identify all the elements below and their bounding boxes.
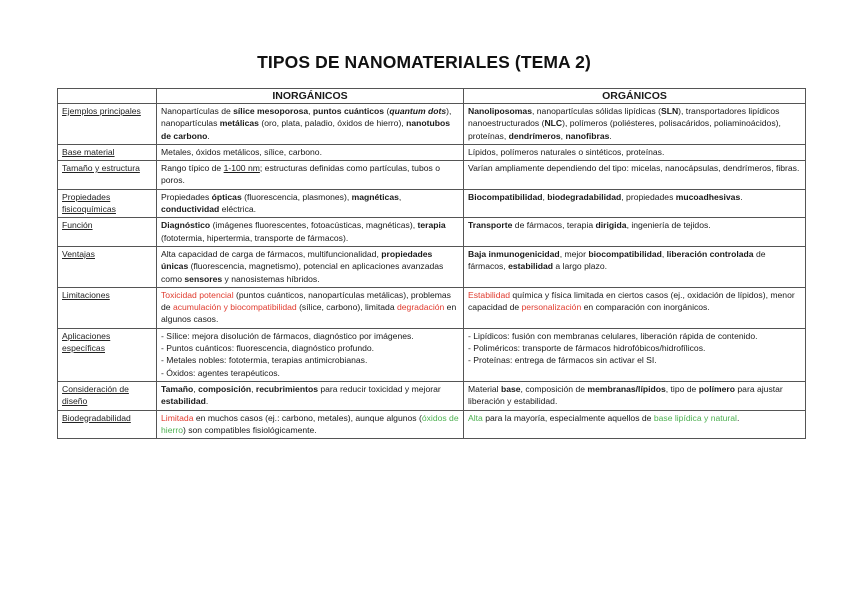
text-segment: , bbox=[542, 191, 548, 202]
text-segment: dirigida bbox=[595, 220, 627, 231]
text-segment: (fluorescencia, plasmones), bbox=[241, 191, 352, 202]
text-segment: ; estructuras definidas como partículas, tubos o poros. bbox=[161, 163, 440, 186]
text-segment: de fármacos, terapia bbox=[512, 220, 596, 231]
header-inorganicos: INORGÁNICOS bbox=[157, 89, 464, 104]
text-segment: en muchos casos (ej.: carbono, metales), aunque algunos ( bbox=[193, 412, 422, 423]
text-segment: base bbox=[500, 383, 521, 394]
row-label-cell bbox=[58, 410, 157, 439]
text-segment: conductividad bbox=[161, 204, 220, 215]
text-segment: mucoadhesivas bbox=[675, 191, 741, 202]
text-segment: . bbox=[609, 130, 612, 141]
table-row bbox=[58, 144, 806, 160]
row-label-cell bbox=[58, 161, 157, 190]
text-segment: , bbox=[398, 191, 402, 202]
organicos-cell bbox=[464, 381, 806, 410]
row-label-cell bbox=[58, 287, 157, 328]
list-line: - Puntos cuánticos: fluorescencia, diagnóstico profundo. bbox=[161, 343, 375, 354]
text-segment: eléctrica. bbox=[219, 204, 257, 215]
text-segment: magnéticas bbox=[351, 191, 399, 202]
text-segment: propiedades únicas bbox=[161, 248, 433, 272]
row-label-cell bbox=[58, 218, 157, 247]
table-body bbox=[58, 104, 806, 439]
text-segment: y nanosistemas híbridos. bbox=[222, 273, 320, 284]
text-segment: , nanopartículas sólidas lipídicas ( bbox=[532, 106, 661, 116]
text-segment: composición bbox=[198, 383, 252, 394]
text-segment: Diagnóstico bbox=[161, 220, 211, 231]
text-segment: Toxicidad potencial bbox=[161, 289, 234, 300]
row-label-cell bbox=[58, 104, 157, 145]
table-row bbox=[58, 410, 806, 439]
inorganicos-cell bbox=[157, 410, 464, 439]
text-segment: recubrimientos bbox=[255, 383, 318, 394]
inorganicos-cell bbox=[157, 328, 464, 381]
table-row bbox=[58, 189, 806, 218]
list-line: - Proteínas: entrega de fármacos sin activar el SI. bbox=[468, 355, 657, 366]
text-segment: acumulación y biocompatibilidad bbox=[172, 302, 297, 313]
text-segment: Biocompatibilidad bbox=[468, 191, 543, 202]
text-segment: para reducir toxicidad y mejorar bbox=[317, 383, 441, 394]
text-segment: Transporte bbox=[468, 220, 513, 231]
text-segment: en comparación con inorgánicos. bbox=[581, 302, 710, 313]
row-label: Limitaciones bbox=[62, 289, 110, 300]
text-segment: , bbox=[308, 106, 313, 116]
text-segment: degradación bbox=[396, 302, 445, 313]
text-segment: ), transportadores lipídicos nanoestructurados ( bbox=[468, 106, 780, 129]
row-label: Consideración de diseño bbox=[62, 383, 129, 407]
text-segment: terapia bbox=[417, 220, 446, 231]
text-segment: Limitada bbox=[161, 412, 194, 423]
organicos-cell bbox=[464, 328, 806, 381]
text-segment: . bbox=[205, 396, 209, 407]
header-empty bbox=[58, 89, 157, 104]
table-row bbox=[58, 287, 806, 328]
text-segment: base lipídica y natural bbox=[653, 412, 737, 423]
text-segment: Alta bbox=[468, 412, 483, 423]
text-segment: (fototermia, hipertermia, transporte de fármacos). bbox=[161, 232, 349, 243]
text-segment: Varían ampliamente dependiendo del tipo: micelas, nanocápsulas, dendrímeros, fibras. bbox=[468, 163, 800, 174]
text-segment: Tamaño bbox=[161, 383, 194, 394]
list-line: - Lipídicos: fusión con membranas celulares, liberación rápida de contenido. bbox=[468, 330, 758, 341]
text-segment: , tipo de bbox=[665, 383, 699, 394]
text-segment: estabilidad bbox=[161, 396, 206, 407]
text-segment: Material bbox=[468, 383, 501, 394]
list-line: - Óxidos: agentes terapéuticos. bbox=[161, 367, 280, 378]
text-segment: , composición de bbox=[520, 383, 588, 394]
inorganicos-cell bbox=[157, 246, 464, 287]
text-segment: Propiedades bbox=[161, 191, 212, 202]
text-segment: ( bbox=[384, 106, 390, 116]
text-segment: puntos cuánticos bbox=[312, 106, 385, 116]
text-segment: para ajustar liberación y estabilidad. bbox=[468, 383, 783, 407]
inorganicos-cell bbox=[157, 189, 464, 218]
table-row bbox=[58, 246, 806, 287]
list-line: - Poliméricos: transporte de fármacos hidrofóbicos/hidrofílicos. bbox=[468, 343, 706, 354]
row-label: Aplicaciones específicas bbox=[62, 330, 111, 354]
header-organicos: ORGÁNICOS bbox=[464, 89, 806, 104]
inorganicos-cell bbox=[157, 218, 464, 247]
text-segment: biodegradabilidad bbox=[547, 191, 622, 202]
text-segment: SLN bbox=[660, 106, 679, 116]
text-segment: , bbox=[661, 248, 667, 259]
row-label: Ventajas bbox=[62, 248, 95, 259]
row-label: Función bbox=[62, 220, 93, 231]
text-segment: ópticas bbox=[211, 191, 242, 202]
text-segment: óxidos de hierro bbox=[161, 412, 459, 435]
text-segment: (puntos cuánticos, nanopartículas metálicas), problemas de bbox=[161, 289, 451, 313]
text-segment: biocompatibilidad bbox=[588, 248, 662, 259]
text-segment: Metales, óxidos metálicos, sílice, carbono. bbox=[161, 146, 322, 157]
text-segment: estabilidad bbox=[508, 261, 554, 272]
comparison-table bbox=[57, 88, 806, 439]
row-label: Tamaño y estructura bbox=[62, 163, 140, 174]
text-segment: Rango típico de bbox=[161, 163, 224, 174]
text-segment: química y física limitada en ciertos casos (ej., oxidación de lípidos), menor capacidad de bbox=[468, 289, 795, 313]
text-segment: , ingeniería de tejidos. bbox=[626, 220, 711, 231]
text-segment: . bbox=[207, 130, 210, 141]
text-segment: Nanopartículas de bbox=[161, 106, 234, 116]
text-segment: . bbox=[736, 412, 740, 423]
row-label-cell bbox=[58, 381, 157, 410]
text-segment: , bbox=[560, 130, 566, 141]
inorganicos-cell bbox=[157, 144, 464, 160]
organicos-cell bbox=[464, 189, 806, 218]
text-segment: dendrímeros bbox=[508, 130, 561, 141]
text-segment: (fluorescencia, magnetismo), potencial en aplicaciones avanzadas como bbox=[161, 261, 444, 284]
organicos-cell bbox=[464, 287, 806, 328]
row-label: Base material bbox=[62, 146, 115, 157]
text-segment: nanotubos de carbono bbox=[161, 118, 451, 141]
text-segment: liberación controlada bbox=[666, 248, 754, 259]
text-segment: polímero bbox=[698, 383, 736, 394]
text-segment: (oro, plata, paladio, óxidos de hierro), bbox=[258, 118, 407, 129]
row-label-cell bbox=[58, 189, 157, 218]
row-label: Propiedades fisicoquímicas bbox=[62, 191, 116, 215]
organicos-cell bbox=[464, 144, 806, 160]
text-segment: personalización bbox=[521, 302, 582, 313]
text-segment: en algunos casos. bbox=[161, 302, 457, 325]
text-segment: sensores bbox=[184, 273, 223, 284]
text-segment: ) son compatibles fisiológicamente. bbox=[182, 424, 317, 435]
row-label-cell bbox=[58, 144, 157, 160]
text-segment: Alta capacidad de carga de fármacos, multifuncionalidad, bbox=[161, 248, 382, 259]
organicos-cell bbox=[464, 246, 806, 287]
table-row bbox=[58, 381, 806, 410]
text-segment: Baja inmunogenicidad bbox=[468, 248, 560, 259]
text-segment: nanofibras bbox=[565, 130, 610, 141]
row-label: Biodegradabilidad bbox=[62, 412, 131, 423]
text-segment: , propiedades bbox=[621, 191, 676, 202]
inorganicos-cell bbox=[157, 287, 464, 328]
organicos-cell bbox=[464, 410, 806, 439]
table-row bbox=[58, 161, 806, 190]
text-segment: Nanoliposomas bbox=[468, 106, 532, 116]
text-segment: quantum dots bbox=[389, 106, 447, 116]
organicos-cell bbox=[464, 218, 806, 247]
list-line: - Sílice: mejora disolución de fármacos, diagnóstico por imágenes. bbox=[161, 330, 414, 341]
page-title: TIPOS DE NANOMATERIALES (TEMA 2) bbox=[257, 52, 591, 72]
text-segment: sílice mesoporosa bbox=[233, 106, 309, 116]
inorganicos-cell bbox=[157, 104, 464, 145]
text-segment: Lípidos, polímeros naturales o sintéticos, proteínas. bbox=[468, 146, 665, 157]
row-label-cell bbox=[58, 328, 157, 381]
organicos-cell bbox=[464, 104, 806, 145]
text-segment: a largo plazo. bbox=[553, 261, 607, 272]
text-segment: NLC bbox=[544, 118, 563, 129]
table-row bbox=[58, 328, 806, 381]
text-segment: metálicas bbox=[219, 118, 259, 129]
text-segment: 1-100 nm bbox=[223, 163, 260, 174]
text-segment: de fármacos, bbox=[468, 248, 766, 272]
text-segment: (sílice, carbono), limitada bbox=[296, 302, 397, 313]
text-segment: para la mayoría, especialmente aquellos de bbox=[482, 412, 654, 423]
organicos-cell bbox=[464, 161, 806, 190]
text-segment: (imágenes fluorescentes, fotoacústicas, magnéticas), bbox=[210, 220, 418, 231]
text-segment: Estabilidad bbox=[468, 289, 511, 300]
row-label: Ejemplos principales bbox=[62, 106, 141, 116]
text-segment: ), nanopartículas bbox=[161, 106, 452, 129]
inorganicos-cell bbox=[157, 161, 464, 190]
text-segment: , bbox=[251, 383, 256, 394]
text-segment: , mejor bbox=[559, 248, 589, 259]
text-segment: , bbox=[193, 383, 199, 394]
text-segment: ), polímeros (poliésteres, polisacáridos, poliaminoácidos), proteínas, bbox=[468, 118, 781, 141]
inorganicos-cell bbox=[157, 381, 464, 410]
list-line: - Metales nobles: fototermia, terapias antimicrobianas. bbox=[161, 355, 368, 366]
row-label-cell bbox=[58, 246, 157, 287]
text-segment: membranas/lípidos bbox=[587, 383, 666, 394]
table-row bbox=[58, 104, 806, 145]
table-row bbox=[58, 218, 806, 247]
table-header-row bbox=[58, 89, 806, 104]
text-segment: . bbox=[740, 191, 743, 202]
